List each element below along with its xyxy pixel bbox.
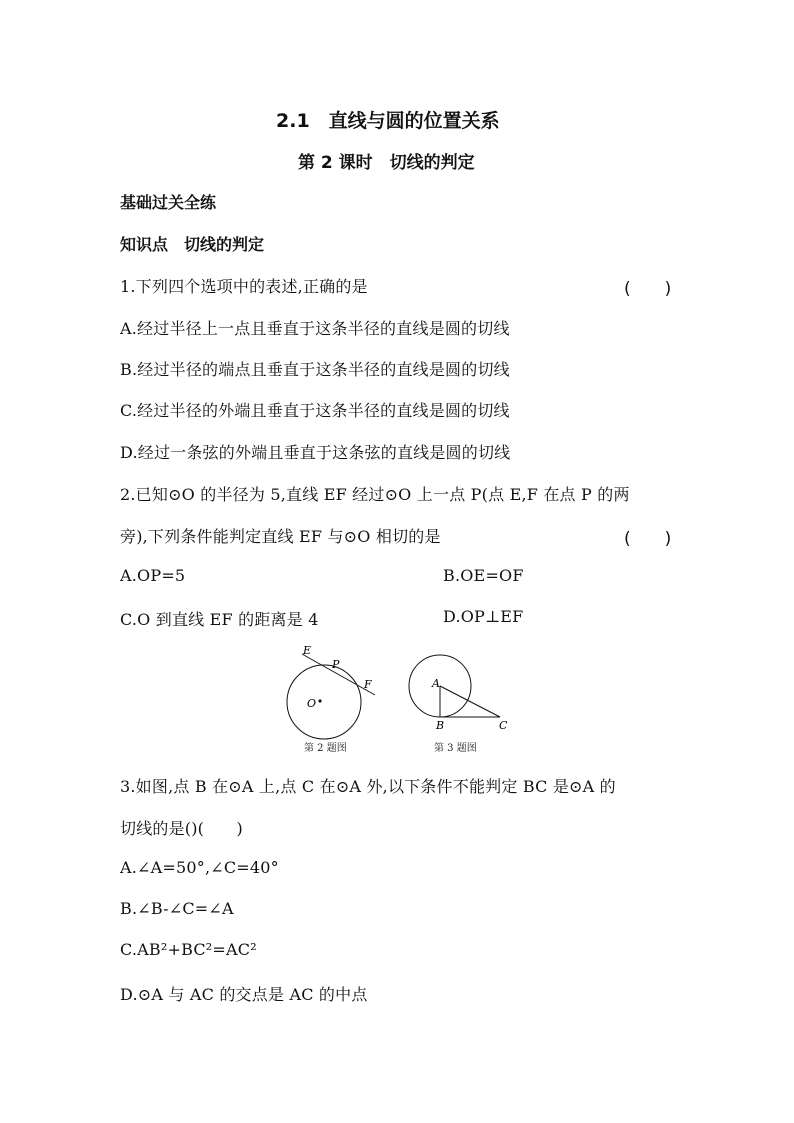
q2-answer-bracket: ( ) [624,529,672,549]
q2-stem-line1: 2.已知⊙O 的半径为 5,直线 EF 经过⊙O 上一点 P(点 E,F 在点 P 的两 [120,485,630,504]
q3-option-c: C.AB²+BC²=AC² [120,940,257,959]
fig3-label-a: A [432,677,440,690]
figure-2 [287,644,375,739]
fig2-label-f: F [364,678,372,691]
fig2-label-p: P [332,658,340,671]
q3-stem-line1: 3.如图,点 B 在⊙A 上,点 C 在⊙A 外,以下条件不能判定 BC 是⊙A 的 [120,777,616,796]
q2-option-b: B.OE=OF [443,566,524,585]
figure-3 [409,655,508,732]
fig3-label-c: C [499,719,508,732]
q3-option-a: A.∠A=50°,∠C=40° [120,858,279,877]
fig2-label-e: E [303,644,312,657]
q1-option-a: A.经过半径上一点且垂直于这条半径的直线是圆的切线 [120,319,510,338]
fig2-center-dot [318,699,321,702]
q1-stem: 1.下列四个选项中的表述,正确的是 [120,277,368,296]
fig3-label-b: B [436,719,445,732]
section-topic: 知识点 切线的判定 [120,235,265,254]
q1-option-d: D.经过一条弦的外端且垂直于这条弦的直线是圆的切线 [120,443,511,462]
fig2-label-o: O [307,697,317,710]
q3-option-b: B.∠B-∠C=∠A [120,899,234,918]
q2-option-a: A.OP=5 [120,566,186,585]
q3-stem-line2: 切线的是()( ) [120,819,243,838]
q1-option-c: C.经过半径的外端且垂直于这条半径的直线是圆的切线 [120,401,510,420]
page-subtitle: 第 2 课时 切线的判定 [298,153,475,173]
q2-stem-line2: 旁),下列条件能判定直线 EF 与⊙O 相切的是 [120,527,441,546]
q2-option-c: C.O 到直线 EF 的距离是 4 [120,610,319,629]
q2-option-d: D.OP⊥EF [443,607,524,626]
section-level: 基础过关全练 [120,193,217,212]
q1-option-b: B.经过半径的端点且垂直于这条半径的直线是圆的切线 [120,360,510,379]
q1-answer-bracket: ( ) [624,279,672,299]
fig2-circle [287,665,361,739]
fig3-caption: 第 3 题图 [434,743,477,754]
q3-option-d: D.⊙A 与 AC 的交点是 AC 的中点 [120,985,368,1004]
fig2-caption: 第 2 题图 [304,743,347,754]
fig3-segment-ac [440,686,500,717]
page-title: 2.1 直线与圆的位置关系 [276,110,500,132]
